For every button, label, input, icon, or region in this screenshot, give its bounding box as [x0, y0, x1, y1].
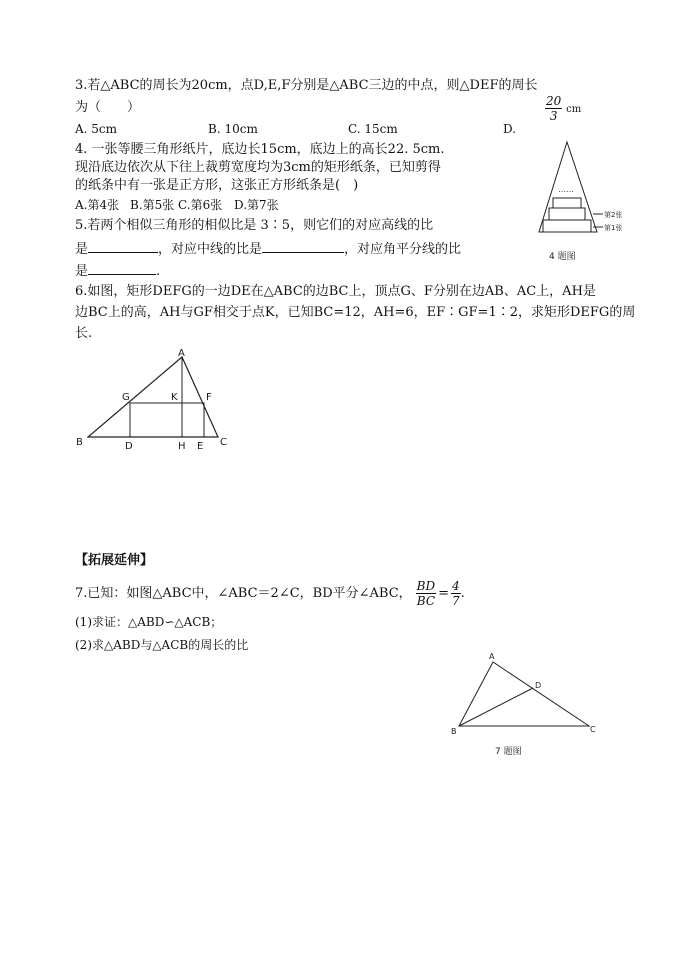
q3-option-a: A. 5cm: [75, 122, 118, 136]
q6-label-g: G: [122, 392, 130, 403]
q3-fraction-den: 3: [549, 109, 558, 123]
q6-label-a: A: [178, 348, 185, 359]
q6-label-h: H: [178, 441, 186, 452]
q6-line1: 6.如图，矩形DEFG的一边DE在△ABC的边BC上，顶点G、F分别在边AB、AC上，AH是: [75, 284, 596, 299]
q5-blank-3[interactable]: [88, 262, 156, 275]
q6-label-b: B: [76, 437, 83, 448]
q5-line1: 5.若两个相似三角形的相似比是 3∶5，则它们的对应高线的比: [75, 218, 434, 233]
q7-label-c: C: [590, 725, 596, 734]
q5-line3-b: .: [156, 264, 161, 279]
q6-rectangle-defg: [130, 403, 204, 437]
q7-bisector-bd: [459, 688, 533, 726]
q3-line1: 3.若△ABC的周长为20cm，点D,E,F分别是△ABC三边的中点，则△DEF的周长: [75, 78, 538, 93]
q3-line2: 为（ ）: [75, 100, 141, 115]
q6-triangle-abc: [88, 357, 218, 437]
q3-unit: cm: [566, 104, 582, 115]
q4-option-c: C.第6张: [178, 198, 223, 212]
q4-caption: 4 题图: [549, 252, 576, 262]
q5-line2-c: ，对应角平分线的比: [344, 242, 462, 257]
q3-fraction: [545, 94, 562, 123]
q4-option-d: D.第7张: [234, 198, 279, 212]
q5-line3-a: 是: [75, 264, 89, 279]
q5-line2-a: 是: [75, 242, 89, 257]
q6-line3: 长.: [75, 326, 93, 341]
q7-line1-text: 7.已知：如图△ABC中，∠ABC＝2∠C，BD平分∠ABC，: [75, 585, 412, 601]
q4-strip-3: [553, 198, 581, 208]
q4-dots: ……: [558, 185, 574, 194]
q5-line2: [75, 240, 461, 258]
q7-eq: =: [438, 585, 450, 601]
q4-line1: 4. 一张等腰三角形纸片，底边长15cm，底边上的高长22. 5cm.: [75, 142, 445, 157]
q3-option-c: C. 15cm: [348, 122, 398, 136]
q7-end: .: [460, 585, 465, 601]
q6-label-d: D: [125, 441, 133, 452]
q7-label-a: A: [489, 652, 495, 661]
q7-value-num: 4: [452, 579, 460, 593]
q7-figure: [445, 648, 605, 758]
q4-line2: 现沿底边依次从下往上裁剪宽度均为3cm的矩形纸条，已知剪得: [75, 160, 441, 175]
q3-option-d-value: [545, 94, 581, 123]
q7-ratio-num: BD: [416, 579, 436, 593]
q6-label-c: C: [220, 437, 227, 448]
section-title: 【拓展延伸】: [75, 553, 154, 568]
q7-ratio-fraction: [416, 579, 436, 608]
q7-ratio-den: BC: [416, 594, 436, 608]
q6-label-e: E: [197, 441, 204, 452]
q3-option-d: D.: [503, 122, 517, 136]
q7-part1: (1)求证：△ABD∽△ACB；: [75, 615, 223, 629]
q4-label-strip1: 第1张: [604, 224, 623, 232]
q6-line2: 边BC上的高，AH与GF相交于点K，已知BC=12，AH=6，EF∶GF=1∶2，求矩形DEFG的周: [75, 305, 636, 320]
q3-option-b: B. 10cm: [208, 122, 258, 136]
q4-label-strip2: 第2张: [604, 211, 623, 219]
q4-option-b: B.第5张: [130, 198, 175, 212]
q3-fraction-num: 20: [546, 94, 562, 108]
q7-value-fraction: [451, 579, 461, 608]
q7-value-den: 7: [452, 594, 460, 608]
q4-figure: [535, 140, 635, 265]
q4-line3: 的纸条中有一张是正方形，这张正方形纸条是( ): [75, 178, 359, 193]
q4-strip-1: [543, 220, 591, 232]
q6-figure: [70, 345, 240, 455]
q7-caption: 7 题图: [495, 747, 522, 757]
q7-line1: [75, 579, 465, 608]
q7-part2: (2)求△ABD与△ACB的周长的比: [75, 638, 249, 652]
q6-label-k: K: [171, 392, 178, 403]
q5-blank-1[interactable]: [88, 240, 158, 253]
q4-option-a: A.第4张: [75, 198, 120, 212]
q7-label-d: D: [535, 681, 542, 690]
q4-strip-2: [549, 208, 585, 220]
q5-blank-2[interactable]: [262, 240, 344, 253]
q5-line3: [75, 262, 160, 280]
q6-label-f: F: [206, 392, 212, 403]
q7-label-b: B: [451, 727, 457, 736]
q5-line2-b: ，对应中线的比是: [158, 242, 263, 257]
